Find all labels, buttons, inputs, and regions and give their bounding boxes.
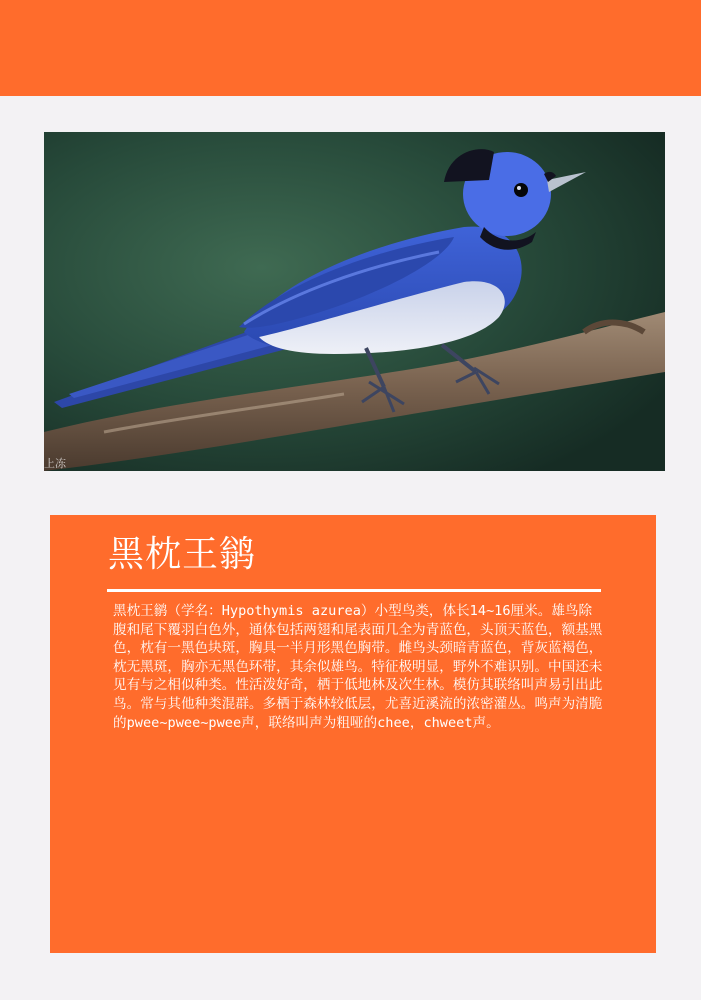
info-card <box>50 515 656 953</box>
header-banner <box>0 0 701 96</box>
photo-watermark: 上冻 <box>44 457 66 470</box>
card-title: 黑枕王鹟 <box>108 534 257 575</box>
title-divider <box>107 589 601 592</box>
bird-illustration <box>44 132 665 471</box>
bird-photo <box>44 132 665 471</box>
card-description: 黑枕王鹟（学名：Hypothymis azurea）小型鸟类，体长14~16厘米。雄鸟除腹和尾下覆羽白色外，通体包括两翅和尾表面几全为青蓝色，头顶天蓝色，额基黑色，枕有一黑色块斑，胸具一半月形黑色胸带。雌鸟头颈暗青蓝色，背灰蓝褐色，枕无黑斑，胸亦无黑色环带，其余似雄鸟。特征极明显，野外不难识别。中国还未见有与之相似种类。性活泼好奇，栖于低地林及次生林。模仿其联络叫声易引出此鸟。常与其他种类混群。多栖于森林较低层，尤喜近溪流的浓密灌丛。鸣声为清脆的pwee~pwee~pwee声，联络叫声为粗哑的chee，chweet声。 <box>113 603 603 731</box>
